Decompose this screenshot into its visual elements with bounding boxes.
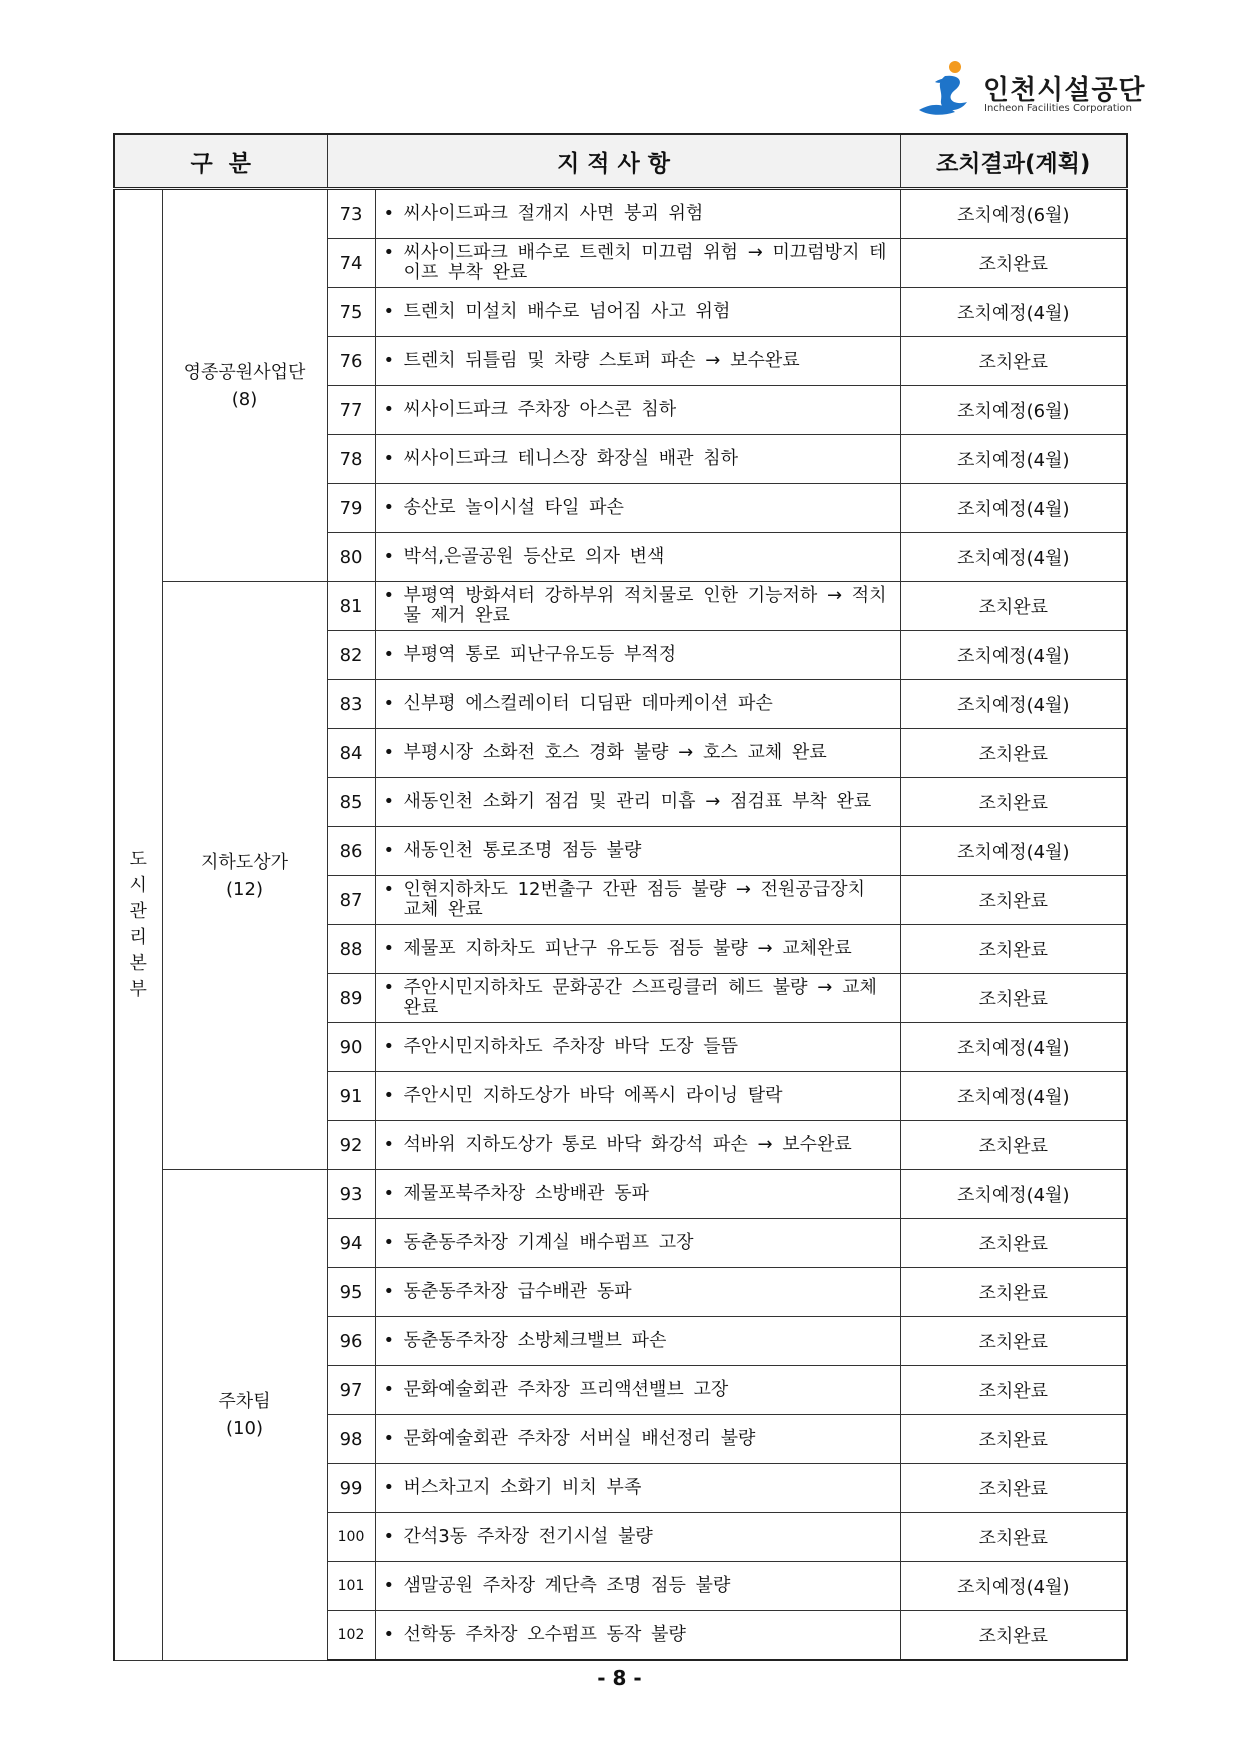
header-result: 조치결과(계획) bbox=[900, 134, 1127, 189]
logo-name-ko: 인천시설공단 bbox=[983, 75, 1146, 106]
finding-cell bbox=[375, 1317, 900, 1366]
finding-text: 주안시민지하차도 주차장 바닥 도장 들뜸 bbox=[403, 1036, 738, 1057]
result-cell: 조치완료 bbox=[900, 925, 1127, 974]
finding-text: 부평역 방화셔터 강하부위 적치물로 인한 기능저하 → 적치물 제거 완료 bbox=[403, 585, 887, 626]
row-number: 90 bbox=[327, 1023, 375, 1072]
row-number: 102 bbox=[327, 1611, 375, 1661]
finding-text: 씨사이드파크 테니스장 화장실 배관 침하 bbox=[403, 448, 738, 469]
bullet-icon: • bbox=[383, 1134, 395, 1155]
finding-text: 동춘동주차장 기계실 배수펌프 고장 bbox=[403, 1232, 694, 1253]
finding-text: 제물포 지하차도 피난구 유도등 점등 불량 → 교체완료 bbox=[403, 938, 852, 959]
finding-text: 석바위 지하도상가 통로 바닥 화강석 파손 → 보수완료 bbox=[403, 1134, 852, 1155]
bullet-icon: • bbox=[383, 1379, 395, 1400]
result-cell: 조치예정(4월) bbox=[900, 435, 1127, 484]
finding-cell bbox=[375, 484, 900, 533]
finding-cell bbox=[375, 974, 900, 1023]
bullet-icon: • bbox=[383, 879, 395, 900]
bullet-icon: • bbox=[383, 399, 395, 420]
finding-cell bbox=[375, 680, 900, 729]
finding-text: 제물포북주차장 소방배관 동파 bbox=[403, 1183, 650, 1204]
finding-cell bbox=[375, 288, 900, 337]
result-cell: 조치완료 bbox=[900, 974, 1127, 1023]
header-findings: 지 적 사 항 bbox=[327, 134, 900, 189]
department-cell bbox=[162, 1170, 327, 1661]
bullet-icon: • bbox=[383, 497, 395, 518]
issue-table bbox=[113, 133, 1128, 1661]
bullet-icon: • bbox=[383, 938, 395, 959]
row-number: 98 bbox=[327, 1415, 375, 1464]
result-cell: 조치완료 bbox=[900, 1317, 1127, 1366]
department-name: 지하도상가 bbox=[201, 851, 288, 873]
bullet-icon: • bbox=[383, 742, 395, 763]
finding-text: 새동인천 통로조명 점등 불량 bbox=[403, 840, 642, 861]
finding-cell bbox=[375, 1366, 900, 1415]
department-name: 주차팀 bbox=[218, 1390, 271, 1412]
row-number: 87 bbox=[327, 876, 375, 925]
result-cell: 조치예정(4월) bbox=[900, 680, 1127, 729]
finding-cell bbox=[375, 827, 900, 876]
finding-cell bbox=[375, 1562, 900, 1611]
department-count: (12) bbox=[226, 878, 263, 900]
result-cell: 조치완료 bbox=[900, 1121, 1127, 1170]
finding-cell bbox=[375, 1611, 900, 1661]
row-number: 82 bbox=[327, 631, 375, 680]
finding-cell bbox=[375, 1023, 900, 1072]
table-row bbox=[114, 582, 1127, 631]
row-number: 84 bbox=[327, 729, 375, 778]
header-category: 구 분 bbox=[114, 134, 327, 189]
bullet-icon: • bbox=[383, 448, 395, 469]
result-cell: 조치예정(6월) bbox=[900, 189, 1127, 239]
finding-cell bbox=[375, 582, 900, 631]
row-number: 78 bbox=[327, 435, 375, 484]
bullet-icon: • bbox=[383, 585, 395, 606]
result-cell: 조치완료 bbox=[900, 1415, 1127, 1464]
finding-text: 인현지하차도 12번출구 간판 점등 불량 → 전원공급장치 교체 완료 bbox=[403, 879, 865, 920]
result-cell: 조치완료 bbox=[900, 582, 1127, 631]
finding-cell bbox=[375, 1170, 900, 1219]
result-cell: 조치예정(4월) bbox=[900, 1170, 1127, 1219]
division-label: 도 시 관 리 본 부 bbox=[129, 848, 147, 1000]
result-cell: 조치예정(4월) bbox=[900, 1072, 1127, 1121]
finding-text: 트렌치 미설치 배수로 넘어짐 사고 위험 bbox=[403, 301, 731, 322]
bullet-icon: • bbox=[383, 242, 395, 263]
bullet-icon: • bbox=[383, 1428, 395, 1449]
result-cell: 조치완료 bbox=[900, 239, 1127, 288]
result-cell: 조치완료 bbox=[900, 1366, 1127, 1415]
finding-cell bbox=[375, 239, 900, 288]
row-number: 75 bbox=[327, 288, 375, 337]
row-number: 88 bbox=[327, 925, 375, 974]
department-cell bbox=[162, 582, 327, 1170]
bullet-icon: • bbox=[383, 1526, 395, 1547]
row-number: 99 bbox=[327, 1464, 375, 1513]
row-number: 73 bbox=[327, 189, 375, 239]
department-count: (8) bbox=[231, 388, 258, 410]
finding-text: 새동인천 소화기 점검 및 관리 미흡 → 점검표 부착 완료 bbox=[403, 791, 872, 812]
result-cell: 조치예정(4월) bbox=[900, 1562, 1127, 1611]
logo bbox=[915, 60, 1145, 122]
table-header-row bbox=[114, 134, 1127, 189]
row-number: 95 bbox=[327, 1268, 375, 1317]
bullet-icon: • bbox=[383, 203, 395, 224]
result-cell: 조치예정(4월) bbox=[900, 631, 1127, 680]
result-cell: 조치완료 bbox=[900, 337, 1127, 386]
bullet-icon: • bbox=[383, 301, 395, 322]
finding-cell bbox=[375, 533, 900, 582]
finding-text: 송산로 놀이시설 타일 파손 bbox=[403, 497, 624, 518]
result-cell: 조치완료 bbox=[900, 1219, 1127, 1268]
finding-text: 주안시민 지하도상가 바닥 에폭시 라이닝 탈락 bbox=[403, 1085, 783, 1106]
finding-cell bbox=[375, 1219, 900, 1268]
row-number: 83 bbox=[327, 680, 375, 729]
result-cell: 조치완료 bbox=[900, 1611, 1127, 1661]
bullet-icon: • bbox=[383, 977, 395, 998]
bullet-icon: • bbox=[383, 1085, 395, 1106]
result-cell: 조치예정(4월) bbox=[900, 484, 1127, 533]
finding-text: 부평시장 소화전 호스 경화 불량 → 호스 교체 완료 bbox=[403, 742, 827, 763]
finding-cell bbox=[375, 876, 900, 925]
row-number: 79 bbox=[327, 484, 375, 533]
row-number: 86 bbox=[327, 827, 375, 876]
bullet-icon: • bbox=[383, 1281, 395, 1302]
finding-cell bbox=[375, 337, 900, 386]
department-count: (10) bbox=[226, 1417, 263, 1439]
bullet-icon: • bbox=[383, 1575, 395, 1596]
bullet-icon: • bbox=[383, 1330, 395, 1351]
finding-text: 씨사이드파크 절개지 사면 붕괴 위험 bbox=[403, 203, 704, 224]
result-cell: 조치완료 bbox=[900, 876, 1127, 925]
row-number: 100 bbox=[327, 1513, 375, 1562]
row-number: 97 bbox=[327, 1366, 375, 1415]
row-number: 77 bbox=[327, 386, 375, 435]
logo-mark-icon bbox=[915, 60, 981, 120]
finding-cell bbox=[375, 1415, 900, 1464]
row-number: 101 bbox=[327, 1562, 375, 1611]
finding-cell bbox=[375, 729, 900, 778]
page-number: - 8 - bbox=[597, 1666, 642, 1690]
finding-text: 트렌치 뒤틀림 및 차량 스토퍼 파손 → 보수완료 bbox=[403, 350, 800, 371]
row-number: 93 bbox=[327, 1170, 375, 1219]
bullet-icon: • bbox=[383, 1232, 395, 1253]
finding-cell bbox=[375, 778, 900, 827]
row-number: 76 bbox=[327, 337, 375, 386]
finding-text: 동춘동주차장 소방체크밸브 파손 bbox=[403, 1330, 667, 1351]
finding-text: 박석,은골공원 등산로 의자 변색 bbox=[403, 546, 665, 567]
row-number: 96 bbox=[327, 1317, 375, 1366]
bullet-icon: • bbox=[383, 791, 395, 812]
table-row bbox=[114, 1170, 1127, 1219]
row-number: 74 bbox=[327, 239, 375, 288]
department-name: 영종공원사업단 bbox=[183, 361, 306, 383]
finding-text: 버스차고지 소화기 비치 부족 bbox=[403, 1477, 642, 1498]
finding-cell bbox=[375, 1121, 900, 1170]
department-cell bbox=[162, 189, 327, 582]
finding-text: 샘말공원 주차장 계단측 조명 점등 불량 bbox=[403, 1575, 731, 1596]
row-number: 81 bbox=[327, 582, 375, 631]
finding-text: 씨사이드파크 배수로 트렌치 미끄럼 위험 → 미끄럼방지 테이프 부착 완료 bbox=[403, 242, 887, 283]
finding-text: 신부평 에스컬레이터 디딤판 데마케이션 파손 bbox=[403, 693, 773, 714]
bullet-icon: • bbox=[383, 1624, 395, 1645]
finding-text: 간석3동 주차장 전기시설 불량 bbox=[403, 1526, 653, 1547]
finding-text: 문화예술회관 주차장 서버실 배선정리 불량 bbox=[403, 1428, 756, 1449]
result-cell: 조치예정(4월) bbox=[900, 827, 1127, 876]
bullet-icon: • bbox=[383, 1183, 395, 1204]
result-cell: 조치예정(4월) bbox=[900, 1023, 1127, 1072]
bullet-icon: • bbox=[383, 840, 395, 861]
finding-cell bbox=[375, 1513, 900, 1562]
finding-text: 씨사이드파크 주차장 아스콘 침하 bbox=[403, 399, 677, 420]
finding-text: 문화예술회관 주차장 프리액션밸브 고장 bbox=[403, 1379, 729, 1400]
result-cell: 조치완료 bbox=[900, 729, 1127, 778]
finding-text: 선학동 주차장 오수펌프 동작 불량 bbox=[403, 1624, 686, 1645]
bullet-icon: • bbox=[383, 644, 395, 665]
finding-cell bbox=[375, 631, 900, 680]
finding-text: 주안시민지하차도 문화공간 스프링클러 헤드 불량 → 교체완료 bbox=[403, 977, 877, 1018]
finding-cell bbox=[375, 1268, 900, 1317]
bullet-icon: • bbox=[383, 1036, 395, 1057]
row-number: 94 bbox=[327, 1219, 375, 1268]
table-row bbox=[114, 189, 1127, 239]
bullet-icon: • bbox=[383, 350, 395, 371]
result-cell: 조치완료 bbox=[900, 778, 1127, 827]
finding-cell bbox=[375, 386, 900, 435]
table-body bbox=[114, 189, 1127, 1661]
finding-cell bbox=[375, 1072, 900, 1121]
finding-cell bbox=[375, 1464, 900, 1513]
bullet-icon: • bbox=[383, 1477, 395, 1498]
row-number: 91 bbox=[327, 1072, 375, 1121]
bullet-icon: • bbox=[383, 693, 395, 714]
division-cell bbox=[114, 189, 162, 1661]
result-cell: 조치예정(6월) bbox=[900, 386, 1127, 435]
logo-name-en: Incheon Facilities Corporation bbox=[984, 103, 1133, 114]
row-number: 80 bbox=[327, 533, 375, 582]
finding-cell bbox=[375, 189, 900, 239]
finding-text: 동춘동주차장 급수배관 동파 bbox=[403, 1281, 632, 1302]
bullet-icon: • bbox=[383, 546, 395, 567]
row-number: 85 bbox=[327, 778, 375, 827]
finding-text: 부평역 통로 피난구유도등 부적정 bbox=[403, 644, 677, 665]
result-cell: 조치예정(4월) bbox=[900, 533, 1127, 582]
row-number: 92 bbox=[327, 1121, 375, 1170]
finding-cell bbox=[375, 925, 900, 974]
result-cell: 조치완료 bbox=[900, 1513, 1127, 1562]
result-cell: 조치완료 bbox=[900, 1268, 1127, 1317]
finding-cell bbox=[375, 435, 900, 484]
result-cell: 조치완료 bbox=[900, 1464, 1127, 1513]
row-number: 89 bbox=[327, 974, 375, 1023]
result-cell: 조치예정(4월) bbox=[900, 288, 1127, 337]
